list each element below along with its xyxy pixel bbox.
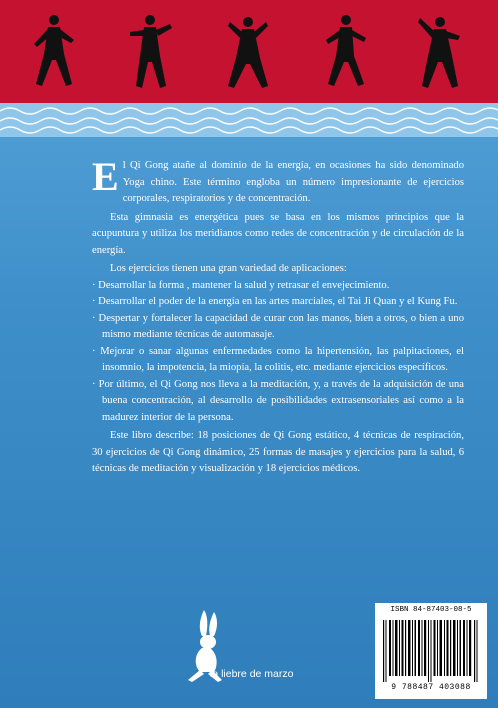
bullet-item: · Mejorar o sanar algunas enfermedades como la hipertensión, las palpitaciones, el insomnio, la impotencia, la miopía, la colitis, etc. mediante ejercicios específicos. <box>92 345 464 373</box>
qigong-figure-5-icon <box>414 10 466 92</box>
bullet-item: · Por último, el Qi Gong nos lleva a la meditación, y, a través de la adquisición de una buena concentración, al desarrollo de posibilidades extrasensoriales así como a la madurez interior de la persona. <box>92 378 464 423</box>
qigong-figure-3-icon <box>222 10 274 92</box>
barcode-icon <box>381 620 481 682</box>
qigong-figure-1-icon <box>28 10 80 92</box>
paragraph-book-contents: Este libro describe: 18 posiciones de Qi Gong estático, 4 técnicas de respiración, 30 ejercicios de Qi Gong dinámico, 25 formas de masajes y ejercicios para la salud, 6 técnicas de meditación y visualización y 18 ejercicios médicos. <box>92 430 464 474</box>
intro-paragraph: El Qi Gong atañe al dominio de la energía, en ocasiones ha sido denominado Yoga chino. Este término engloba un número impresionante de ejercicios corporales, respiratorios y de concentración. <box>92 154 464 204</box>
publisher-logo <box>168 608 308 698</box>
qigong-figure-2-icon <box>126 10 178 92</box>
isbn-barcode-box <box>375 603 487 699</box>
qigong-figure-4-icon <box>318 10 370 92</box>
bullet-item: · Despertar y fortalecer la capacidad de curar con las manos, bien a otros, o bien a uno mismo mediante técnicas de automasaje. <box>92 312 464 340</box>
bullet-item: · Desarrollar el poder de la energía en las artes marciales, el Tai Ji Quan y el Kung Fu. <box>92 296 458 307</box>
paragraph-applications: Los ejercicios tienen una gran variedad de aplicaciones: <box>110 263 347 274</box>
publisher-name: la liebre de marzo <box>210 668 294 680</box>
top-red-band <box>0 0 498 103</box>
paragraph-gymnastics: Esta gimnasia es energética pues se basa en los mismos principios que la acupuntura y utiliza los meridianos como redes de concentración y de circulación de la energía. <box>92 211 464 256</box>
ornamental-border <box>0 103 498 137</box>
bullet-item: · Desarrollar la forma , mantener la salud y retrasar el envejecimiento. <box>92 279 390 291</box>
drop-cap: E <box>92 154 119 199</box>
isbn-label: ISBN 84-87403-08-5 <box>390 606 472 614</box>
description-text <box>92 154 464 478</box>
barcode-digits: 9 788487 403088 <box>391 683 471 692</box>
